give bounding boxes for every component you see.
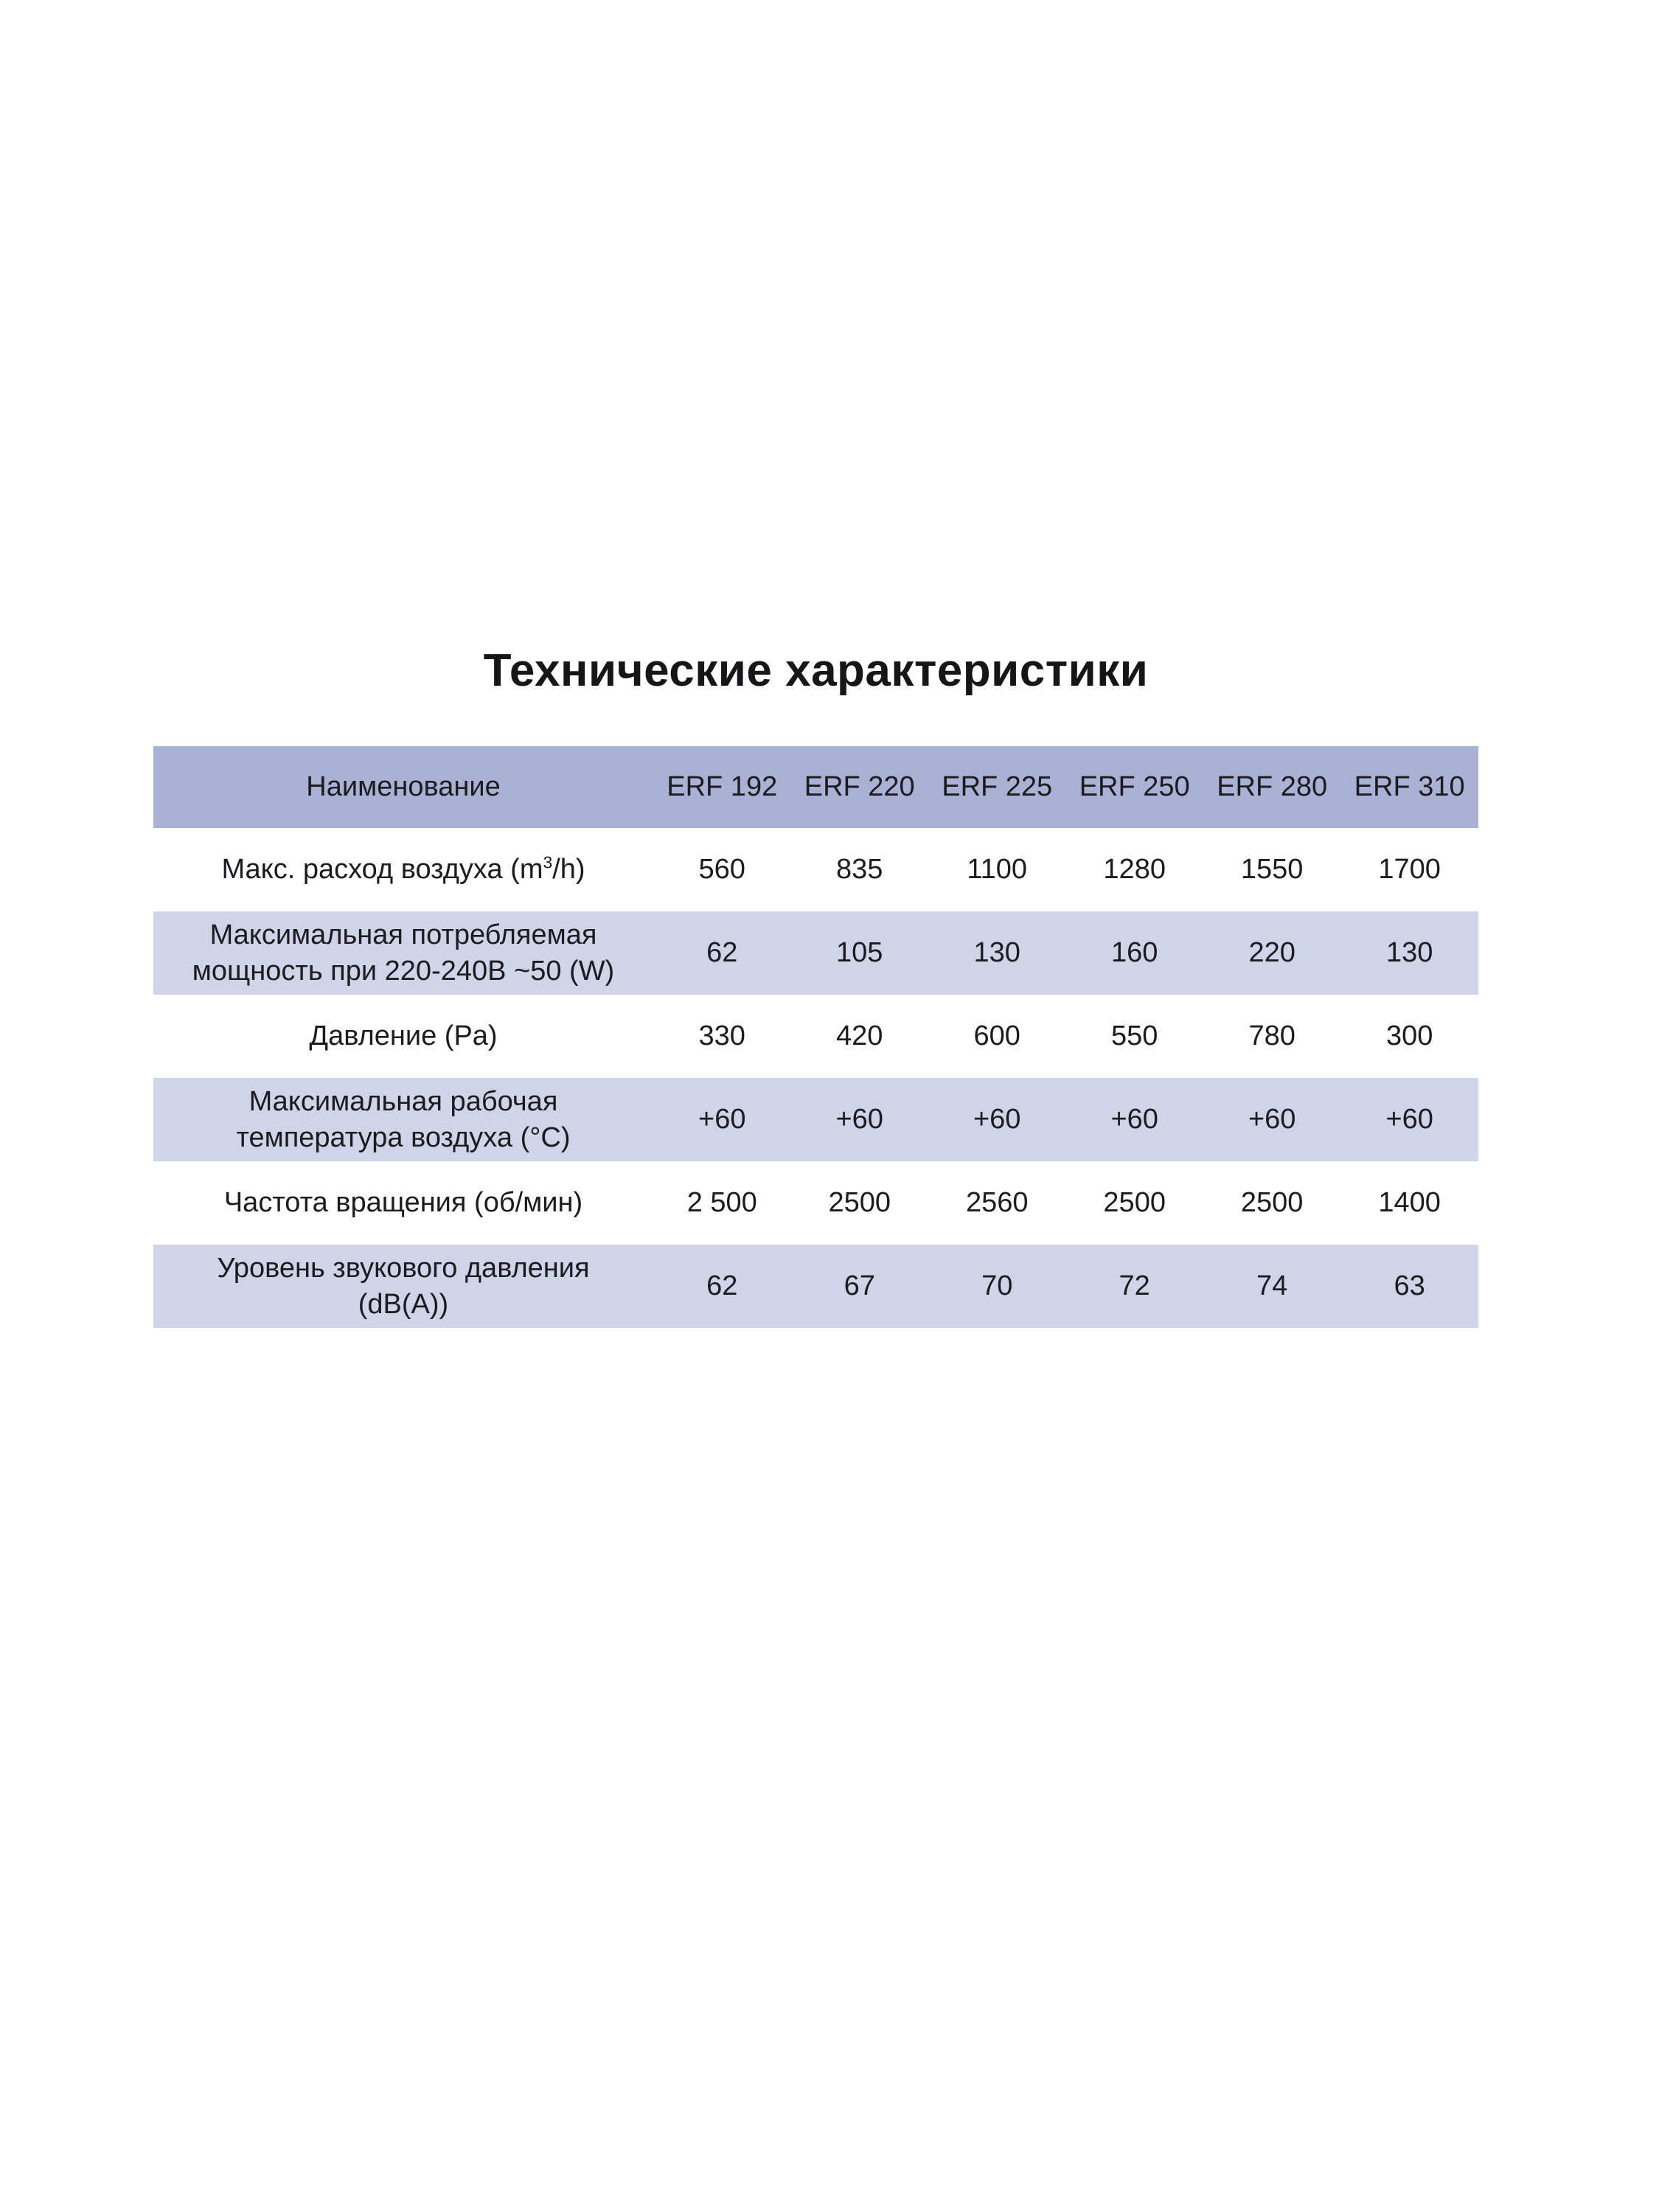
row-label-text: /h) — [552, 854, 585, 885]
cell-value: 1700 — [1378, 854, 1441, 885]
row-label — [153, 828, 653, 911]
cell-value: 300 — [1385, 1020, 1433, 1051]
table-row — [153, 1245, 1478, 1328]
table-row — [153, 828, 1478, 911]
cell-value: 62 — [706, 1270, 738, 1301]
cell-value: 74 — [1256, 1270, 1288, 1301]
table-row — [153, 911, 1478, 995]
table-header-row — [153, 746, 1478, 828]
superscript: 3 — [543, 852, 553, 872]
page-title: Технические характеристики — [483, 645, 1149, 696]
cell-value: 560 — [698, 854, 745, 885]
cell-value: 220 — [1248, 937, 1295, 968]
row-label: Давление (Pa) — [309, 1020, 498, 1051]
cell-value: 130 — [973, 937, 1020, 968]
cell-value: 67 — [844, 1270, 875, 1301]
cell-value: 2560 — [965, 1187, 1029, 1218]
cell-value: +60 — [1385, 1104, 1433, 1135]
cell-value: 1100 — [967, 854, 1028, 885]
model-column-header: ERF 192 — [667, 771, 778, 802]
cell-value: 1550 — [1240, 854, 1304, 885]
spec-table — [153, 746, 1478, 1328]
cell-value: 600 — [973, 1020, 1020, 1051]
cell-value: +60 — [835, 1104, 883, 1135]
cell-value: 2500 — [1240, 1187, 1304, 1218]
cell-value: +60 — [698, 1104, 746, 1135]
row-label: Максимальная рабочая температура воздуха (°C) — [236, 1085, 571, 1153]
cell-value: 780 — [1248, 1020, 1295, 1051]
table-row — [153, 995, 1478, 1078]
model-column-header: ERF 280 — [1217, 771, 1328, 802]
model-column-header: ERF 250 — [1079, 771, 1190, 802]
cell-value: 330 — [698, 1020, 745, 1051]
model-column-header: ERF 310 — [1354, 771, 1465, 802]
table-row — [153, 1161, 1478, 1245]
cell-value: 70 — [981, 1270, 1013, 1301]
cell-value: +60 — [973, 1104, 1021, 1135]
row-label-text: Макс. расход воздуха (m — [221, 854, 543, 885]
cell-value: 62 — [706, 937, 738, 968]
cell-value: 1280 — [1103, 854, 1166, 885]
cell-value: 1400 — [1378, 1187, 1441, 1218]
cell-value: 2500 — [1103, 1187, 1166, 1218]
cell-value: 2500 — [828, 1187, 891, 1218]
row-label: Частота вращения (об/мин) — [223, 1187, 583, 1218]
model-column-header: ERF 225 — [942, 771, 1053, 802]
table-row — [153, 1078, 1478, 1161]
cell-value: 63 — [1394, 1270, 1425, 1301]
cell-value: 550 — [1110, 1020, 1158, 1051]
cell-value: 160 — [1110, 937, 1158, 968]
model-column-header: ERF 220 — [804, 771, 915, 802]
cell-value: +60 — [1110, 1104, 1158, 1135]
cell-value: 835 — [836, 854, 883, 885]
row-label: Уровень звукового давления (dB(A)) — [217, 1252, 590, 1320]
row-label: Максимальная потребляемая мощность при 220-240В ~50 (W) — [192, 919, 615, 987]
cell-value: 72 — [1119, 1270, 1150, 1301]
name-column-header: Наименование — [306, 771, 501, 802]
cell-value: +60 — [1248, 1104, 1296, 1135]
cell-value: 420 — [836, 1020, 883, 1051]
cell-value: 130 — [1385, 937, 1433, 968]
cell-value: 2 500 — [686, 1187, 757, 1218]
cell-value: 105 — [836, 937, 883, 968]
